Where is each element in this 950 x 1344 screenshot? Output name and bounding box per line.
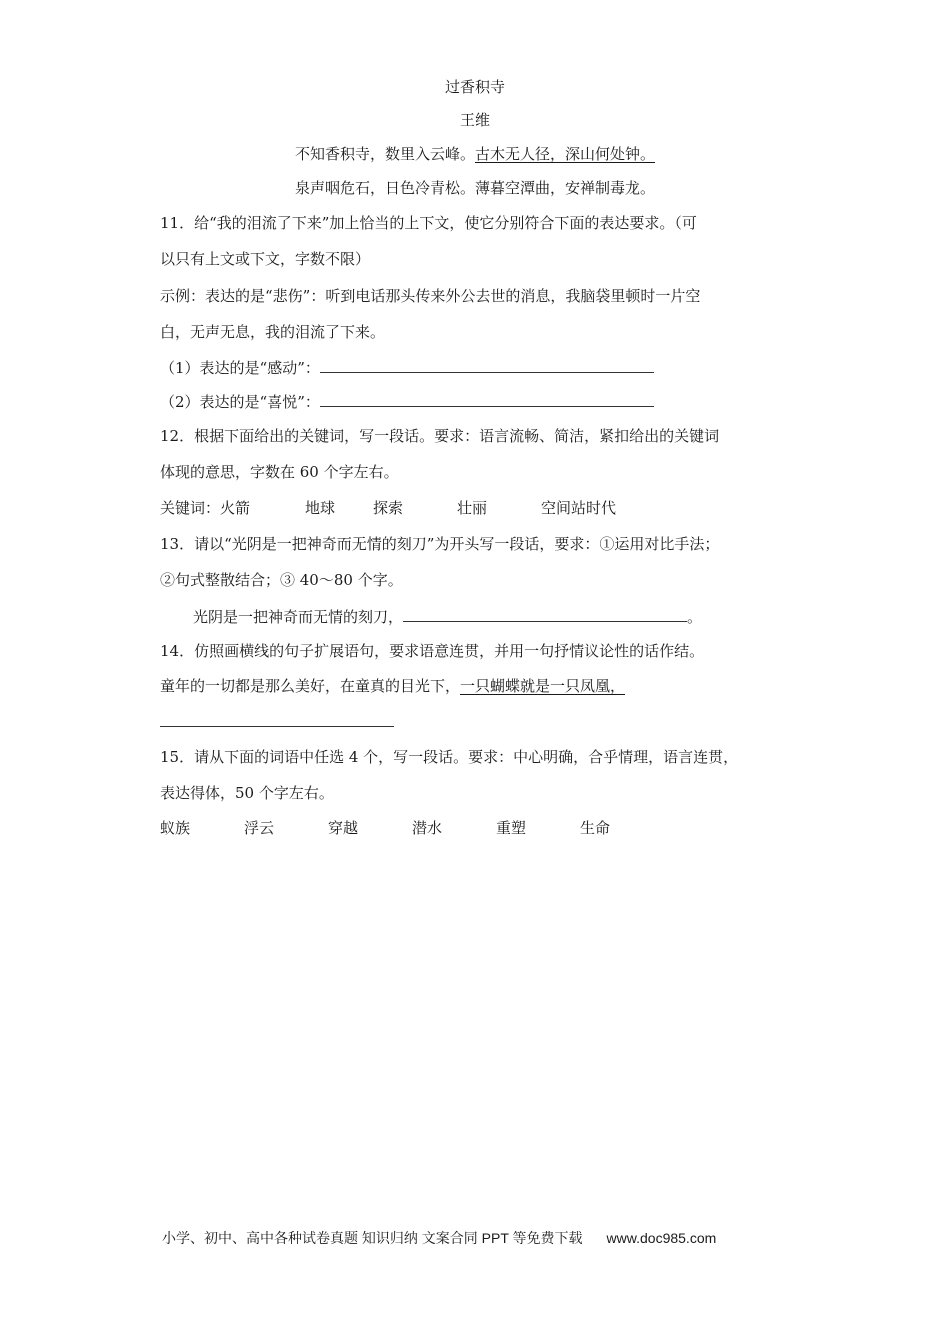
q15-word: 蚁族 xyxy=(160,819,191,837)
q12-keyword: 空间站时代 xyxy=(541,499,617,517)
q12-keyword: 探索 xyxy=(373,499,404,517)
page-footer xyxy=(162,1228,716,1248)
q13-prompt-line-2: ②句式整散结合；③ 40～80 个字。 xyxy=(160,571,403,589)
q15-word: 浮云 xyxy=(244,819,275,837)
q11-prompt-line-1: 11．给“我的泪流了下来”加上恰当的上下文，使它分别符合下面的表达要求。（可 xyxy=(160,214,697,232)
q12-prompt-line-1: 12．根据下面给出的关键词，写一段话。要求：语言流畅、简洁，紧扣给出的关键词 xyxy=(160,427,720,445)
q14-prompt-underlined: 一只蝴蝶就是一只凤凰， xyxy=(460,677,626,695)
q15-prompt-line-2: 表达得体，50 个字左右。 xyxy=(160,784,334,802)
q13-answer-start: 光阴是一把神奇而无情的刻刀， xyxy=(193,608,404,626)
q11-item-1 xyxy=(160,356,654,379)
q14-answer-blank[interactable] xyxy=(160,726,394,727)
poem-title: 过香积寺 xyxy=(444,78,505,96)
poem-author: 王维 xyxy=(459,111,490,129)
q11-example-line-1: 示例：表达的是“悲伤”：听到电话那头传来外公去世的消息，我脑袋里顿时一片空 xyxy=(160,287,701,305)
q13-answer-end: 。 xyxy=(687,608,703,626)
q11-answer-blank-2[interactable] xyxy=(320,390,654,407)
footer-url[interactable]: www.doc985.com xyxy=(606,1230,717,1246)
footer-text: 小学、初中、高中各种试卷真题 知识归纳 文案合同 PPT 等免费下载 xyxy=(162,1230,583,1246)
q11-prompt-line-2: 以只有上文或下文，字数不限） xyxy=(160,250,371,268)
q11-answer-blank-1[interactable] xyxy=(320,356,654,373)
q11-example-line-2: 白，无声无息，我的泪流了下来。 xyxy=(160,323,386,341)
q11-item-1-label: （1）表达的是“感动”： xyxy=(160,359,320,377)
q15-word: 穿越 xyxy=(328,819,359,837)
q14-prompt-line-1: 14．仿照画横线的句子扩展语句，要求语意连贯，并用一句抒情议论性的话作结。 xyxy=(160,642,705,660)
q15-word: 重塑 xyxy=(496,819,527,837)
poem-line-1-plain: 不知香积寺，数里入云峰。 xyxy=(294,145,475,163)
q15-word: 潜水 xyxy=(412,819,443,837)
q11-item-2 xyxy=(160,390,654,413)
q13-answer-blank[interactable] xyxy=(403,605,687,622)
q14-prompt-line-2 xyxy=(160,675,625,697)
q12-keyword: 地球 xyxy=(305,499,336,517)
q12-keyword: 火箭 xyxy=(220,499,251,517)
q12-keywords xyxy=(160,497,616,519)
poem-line-1-underlined: 古木无人径，深山何处钟。 xyxy=(475,145,656,163)
poem-line-2: 泉声咽危石，日色冷青松。薄暮空潭曲，安禅制毒龙。 xyxy=(294,179,655,197)
q14-prompt-plain: 童年的一切都是那么美好，在童真的目光下， xyxy=(160,677,461,695)
q15-words xyxy=(160,817,610,839)
q15-prompt-line-1: 15．请从下面的词语中任选 4 个，写一段话。要求：中心明确，合乎情理，语言连贯， xyxy=(160,748,739,766)
poem-line-1 xyxy=(0,143,950,165)
q13-prompt-line-1: 13．请以“光阴是一把神奇而无情的刻刀”为开头写一段话，要求：①运用对比手法； xyxy=(160,535,720,553)
q12-keyword: 壮丽 xyxy=(457,499,488,517)
q11-item-2-label: （2）表达的是“喜悦”： xyxy=(160,393,320,411)
q12-keywords-label: 关键词： xyxy=(160,499,221,517)
q12-prompt-line-2: 体现的意思，字数在 60 个字左右。 xyxy=(160,463,399,481)
q15-word: 生命 xyxy=(580,819,611,837)
q13-answer-line xyxy=(193,605,702,628)
